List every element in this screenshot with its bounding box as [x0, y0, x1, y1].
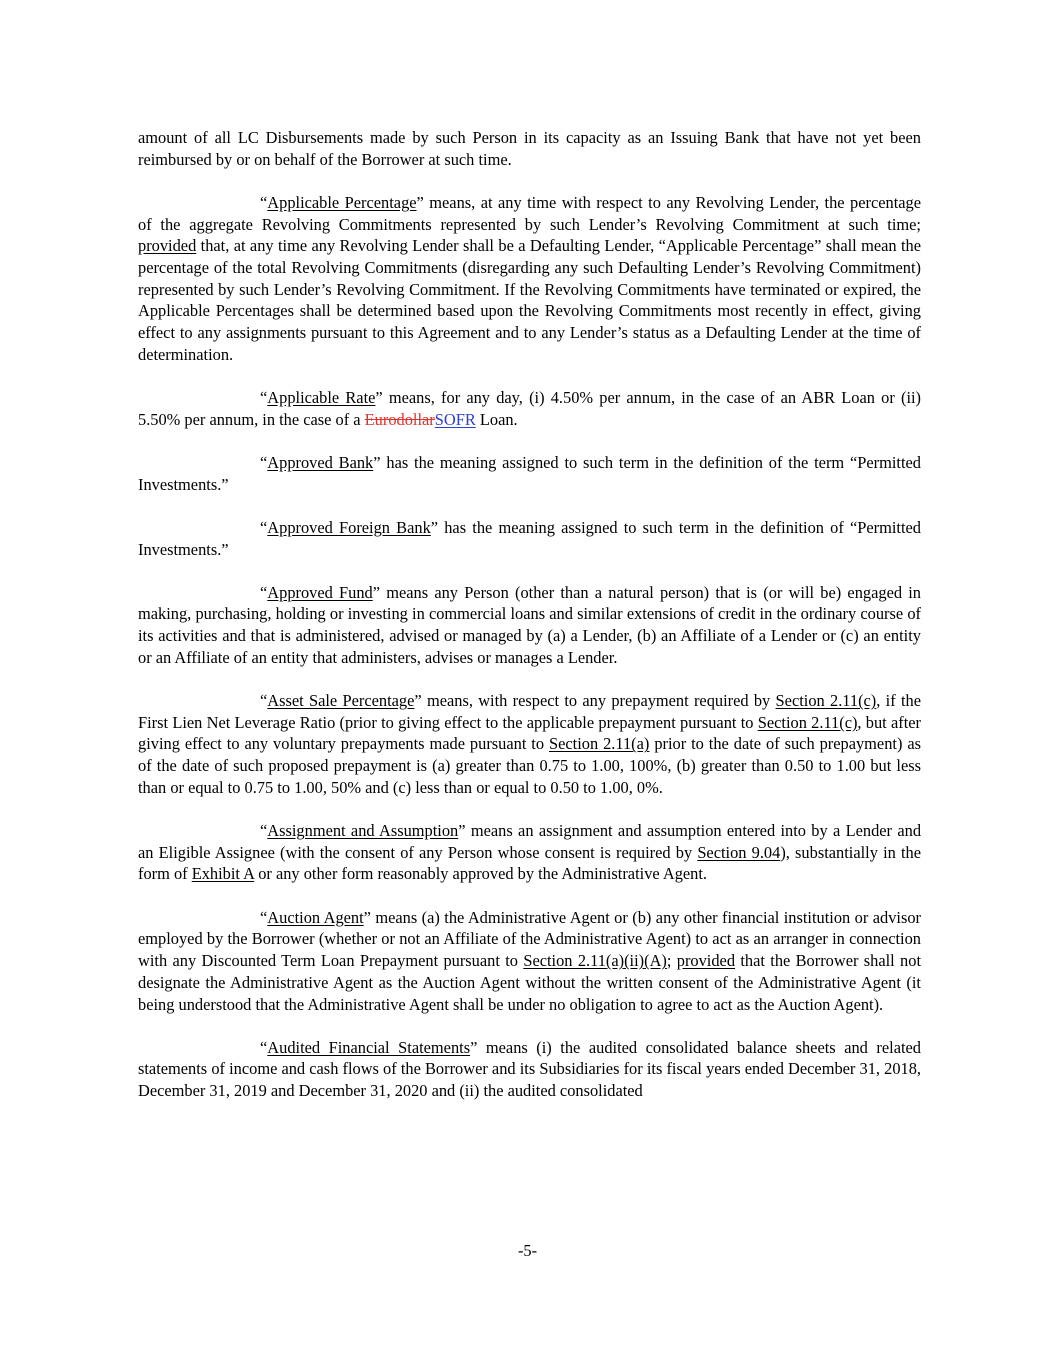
underlined-term: Section 2.11(a)(ii)(A): [523, 951, 667, 971]
body-text: “: [260, 907, 268, 927]
underlined-term: Audited Financial Statements: [267, 1037, 471, 1057]
definition-audited-financial-statements: [138, 1037, 921, 1102]
underlined-term: Approved Bank: [267, 452, 374, 472]
underlined-term: Section 2.11(c): [775, 691, 877, 711]
body-text: ” means, for any day, (i) 4.50% per annum, in the case of an ABR Loan or (ii) 5.50% per annum, in the case of a: [138, 388, 922, 429]
definition-approved-foreign-bank: [138, 517, 921, 560]
definition-approved-bank: [138, 452, 921, 495]
underlined-term: Applicable Rate: [267, 388, 376, 408]
body-text: that the Borrower shall not designate the Administrative Agent as the Auction Agent without the written consent of the Administrative Agent (it being understood that the Administrative Agent shall be under no obligation to agree to act as the Auction Agent).: [138, 951, 921, 1014]
deleted-text: Eurodollar: [364, 409, 435, 429]
body-text: “: [260, 192, 268, 212]
body-text: “: [260, 1037, 268, 1057]
body-text: ” means (i) the audited consolidated balance sheets and related statements of income and cash flows of the Borrower and its Subsidiaries for its fiscal years ended December 31, 2018, December 31, 2019 and December 31, 2020 and (ii) the audited consolidated: [138, 1037, 921, 1101]
body-text: Loan.: [475, 409, 518, 429]
body-text: ” means, at any time with respect to any Revolving Lender, the percentage of the aggregate Revolving Commitments represented by such Lender’s Revolving Commitment at such time;: [138, 192, 921, 234]
body-text: amount of all LC Disbursements made by such Person in its capacity as an Issuing Bank that have not yet been reimbursed by or on behalf of the Borrower at such time.: [138, 128, 921, 169]
body-text: “: [260, 517, 268, 537]
underlined-term: Exhibit A: [191, 864, 255, 884]
body-text: “: [260, 452, 268, 472]
underlined-term: provided: [676, 951, 736, 971]
inserted-text: SOFR: [434, 409, 476, 429]
definition-assignment-and-assumption: [138, 820, 921, 885]
definition-applicable-percentage: [138, 192, 921, 366]
definition-asset-sale-percentage: [138, 690, 921, 799]
body-text: “: [260, 388, 268, 408]
body-text: ” has the meaning assigned to such term in the definition of the term “Permitted Investments.”: [138, 452, 921, 494]
body-text: ” means, with respect to any prepayment required by: [414, 691, 776, 711]
body-text: ” means (a) the Administrative Agent or (b) any other financial institution or advisor employed by the Borrower (whether or not an Affiliate of the Administrative Agent) to act as an arranger in connection with any Discounted Term Loan Prepayment pursuant to: [138, 907, 921, 971]
body-text: that, at any time any Revolving Lender shall be a Defaulting Lender, “Applicable Percentage” shall mean the percentage of the total Revolving Commitments (disregarding any such Defaulting Lender’s Revolving Commitment) represented by such Lender’s Revolving Commitment. If the Revolving Commitments have terminated or expired, the Applicable Percentages shall be determined based upon the Revolving Commitments most recently in effect, giving effect to any assignments pursuant to this Agreement and to any Lender’s status as a Defaulting Lender at the time of determination.: [138, 236, 921, 364]
page-number: -5-: [517, 1241, 538, 1260]
body-text: “: [260, 821, 268, 841]
body-text: ” has the meaning assigned to such term in the definition of “Permitted Investments.”: [138, 517, 921, 559]
body-text: or any other form reasonably approved by the Administrative Agent.: [254, 864, 708, 884]
definition-auction-agent: [138, 907, 921, 1016]
body-text: , if the First Lien Net Leverage Ratio (prior to giving effect to the applicable prepayment pursuant to: [138, 691, 921, 732]
definition-approved-fund: [138, 582, 921, 669]
body-text: ;: [666, 951, 677, 971]
body-text: ” means an assignment and assumption entered into by a Lender and an Eligible Assignee (with the consent of any Person whose consent is required by: [138, 821, 922, 862]
body-text: , but after giving effect to any voluntary prepayments made pursuant to: [138, 712, 921, 754]
underlined-term: provided: [138, 236, 197, 256]
document-body: [138, 127, 921, 1123]
body-text: ” means any Person (other than a natural person) that is (or will be) engaged in making, purchasing, holding or investing in commercial loans and similar extensions of credit in the ordinary course of its activities and that is administered, advised or managed by (a) a Lender, (b) an Affiliate of a Lender or (c) an entity or an Affiliate of an entity that administers, advises or manages a Lender.: [138, 582, 921, 667]
underlined-term: Approved Foreign Bank: [267, 517, 431, 537]
underlined-term: Applicable Percentage: [267, 192, 417, 212]
body-text: ), substantially in the form of: [138, 842, 921, 884]
underlined-term: Section 2.11(c): [757, 712, 858, 732]
underlined-term: Approved Fund: [267, 582, 373, 602]
definition-applicable-rate: [138, 387, 921, 430]
body-text: “: [260, 582, 268, 602]
definition-lc-exposure-continued: [138, 127, 921, 170]
underlined-term: Section 9.04: [697, 842, 781, 862]
body-text: prior to the date of such prepayment) as of the date of such proposed prepayment is (a) greater than 0.75 to 1.00, 100%, (b) greater than 0.50 to 1.00 but less than or equal to 0.75 to 1.00, 50% and (c) less than or equal to 0.50 to 1.00, 0%.: [138, 734, 921, 797]
underlined-term: Section 2.11(a): [549, 734, 650, 754]
underlined-term: Asset Sale Percentage: [267, 691, 415, 711]
body-text: “: [260, 691, 268, 711]
underlined-term: Auction Agent: [267, 907, 364, 927]
underlined-term: Assignment and Assumption: [267, 821, 459, 841]
